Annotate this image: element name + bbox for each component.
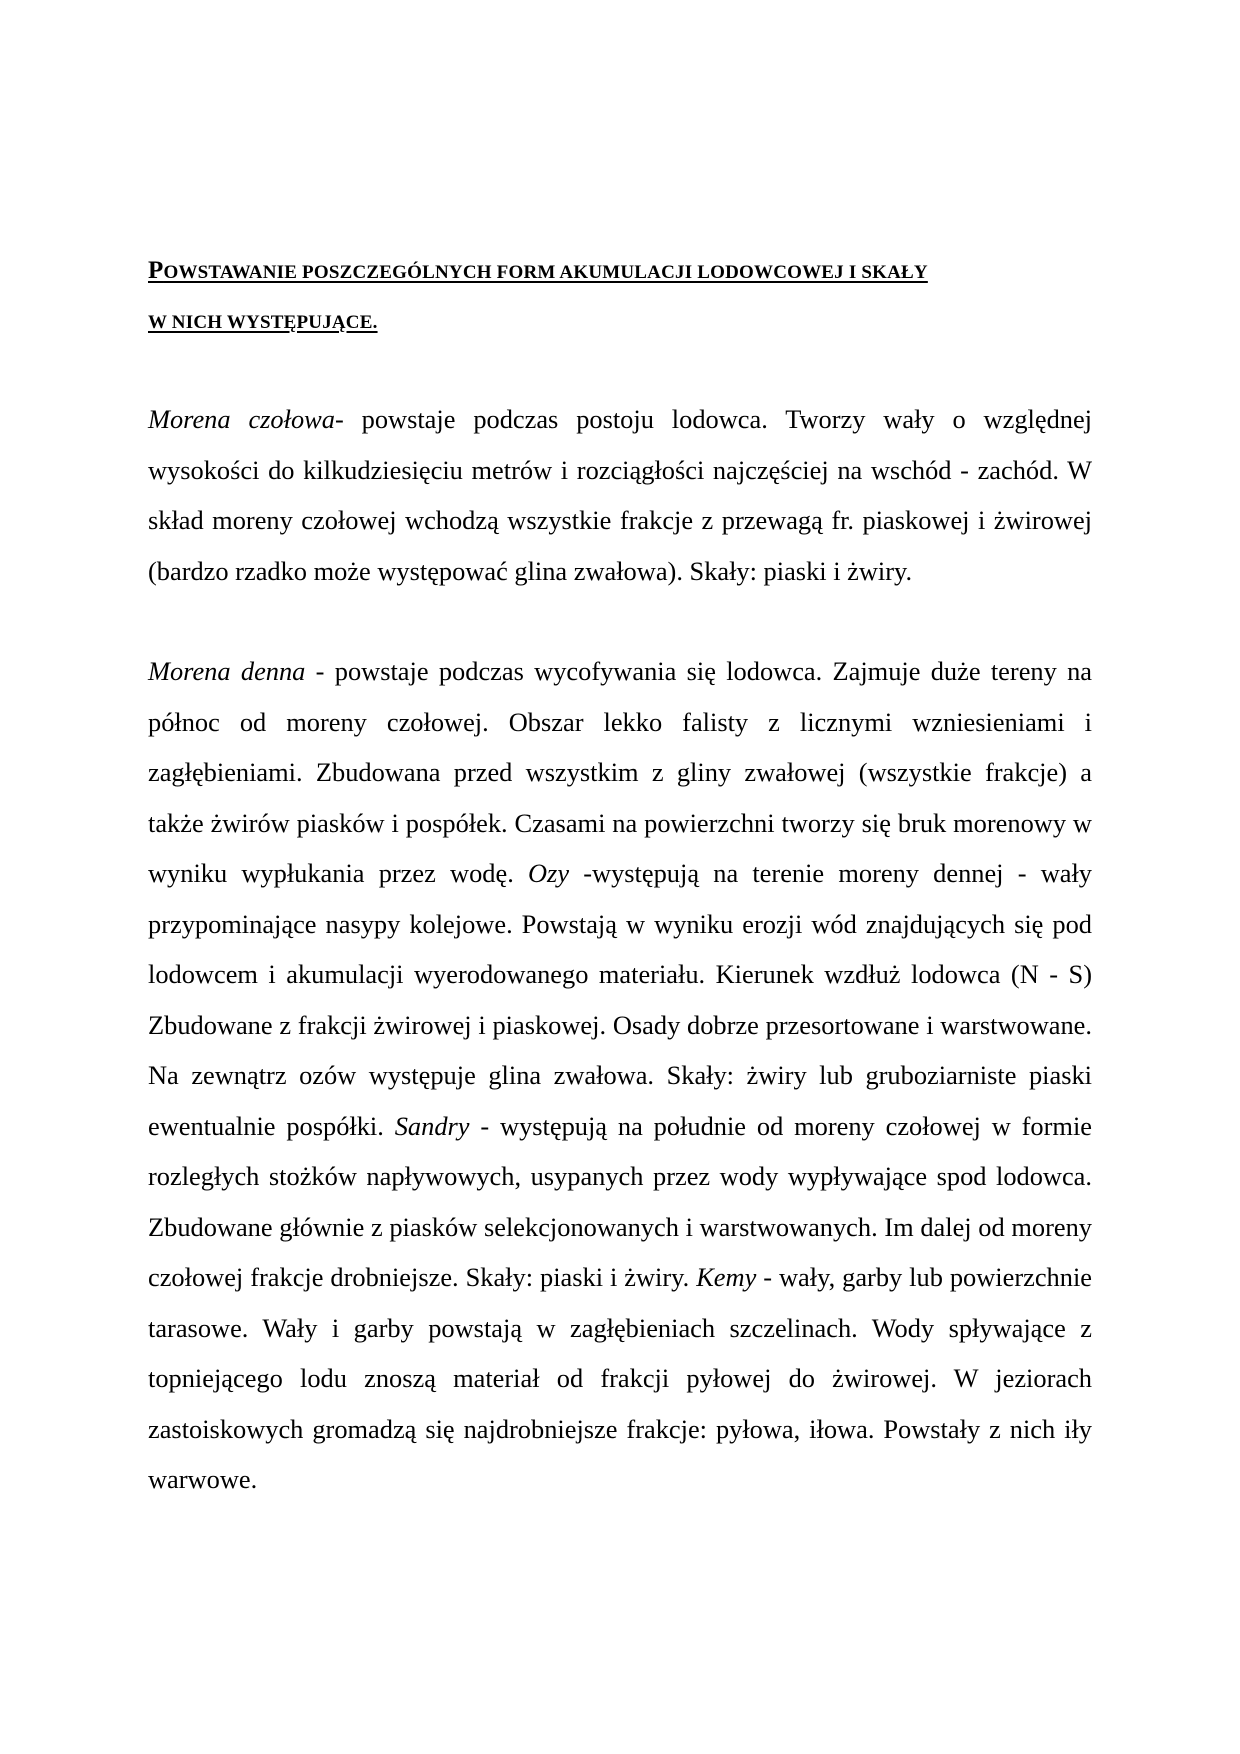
paragraph-2-text-2: -występują na terenie moreny dennej - wały przypominające nasypy kolejowe. Powstają w wyniku erozji wód znajdujących się pod lodowcem i akumulacji wyerodowanego materiału. Kierunek wzdłuż lodowca (N - S) Zbudowane z frakcji żwirowej i piaskowej. Osady dobrze przesortowane i warstwowane. Na zewnątrz ozów występuje glina zwałowa. Skały: żwiry lub gruboziarniste piaski ewentualnie pospółki. <box>148 858 1092 1141</box>
term-kemy: Kemy <box>696 1262 757 1292</box>
paragraph-morena-denna <box>148 646 1092 1505</box>
paragraph-morena-czolowa <box>148 394 1092 596</box>
paragraph-2-text-4: - wały, garby lub powierzchnie tarasowe. Wały i garby powstają w zagłębieniach szczelinach. Wody spływające z topniejącego lodu znoszą materiał od frakcji pyłowej do żwirowej. W jeziorach zastoiskowych gromadzą się najdrobniejsze frakcje: pyłowa, iłowa. Powstały z nich iły warwowe. <box>148 1262 1092 1494</box>
paragraph-2-text-1: - powstaje podczas wycofywania się lodowca. Zajmuje duże tereny na północ od moreny czołowej. Obszar lekko falisty z licznymi wzniesieniami i zagłębieniami. Zbudowana przed wszystkim z gliny zwałowej (wszystkie frakcje) a także żwirów piasków i pospółek. Czasami na powierzchni tworzy się bruk morenowy w wyniku wypłukania przez wodę. <box>148 656 1092 888</box>
term-ozy: Ozy <box>528 858 570 888</box>
title-first-letter: P <box>148 257 164 284</box>
document-title <box>148 246 1092 348</box>
title-line-2: W NICH WYSTĘPUJĄCE. <box>148 312 378 333</box>
document-page <box>148 246 1092 1505</box>
title-line-1: OWSTAWANIE POSZCZEGÓLNYCH FORM AKUMULACJI LODOWCOWEJ I SKAŁY <box>163 262 928 283</box>
term-morena-denna: Morena denna <box>148 656 306 686</box>
paragraph-2-text-3: - występują na południe od moreny czołowej w formie rozległych stożków napływowych, usypanych przez wody wypływające spod lodowca. Zbudowane głównie z piasków selekcjonowanych i warstwowanych. Im dalej od moreny czołowej frakcje drobniejsze. Skały: piaski i żwiry. <box>148 1110 1092 1292</box>
term-morena-czolowa: Morena czołowa- <box>148 404 344 434</box>
paragraph-1-text: powstaje podczas postoju lodowca. Tworzy wały o względnej wysokości do kilkudziesięciu metrów i rozciągłości najczęściej na wschód - zachód. W skład moreny czołowej wchodzą wszystkie frakcje z przewagą fr. piaskowej i żwirowej (bardzo rzadko może występować glina zwałowa). Skały: piaski i żwiry. <box>148 404 1092 586</box>
term-sandry: Sandry <box>394 1110 470 1141</box>
